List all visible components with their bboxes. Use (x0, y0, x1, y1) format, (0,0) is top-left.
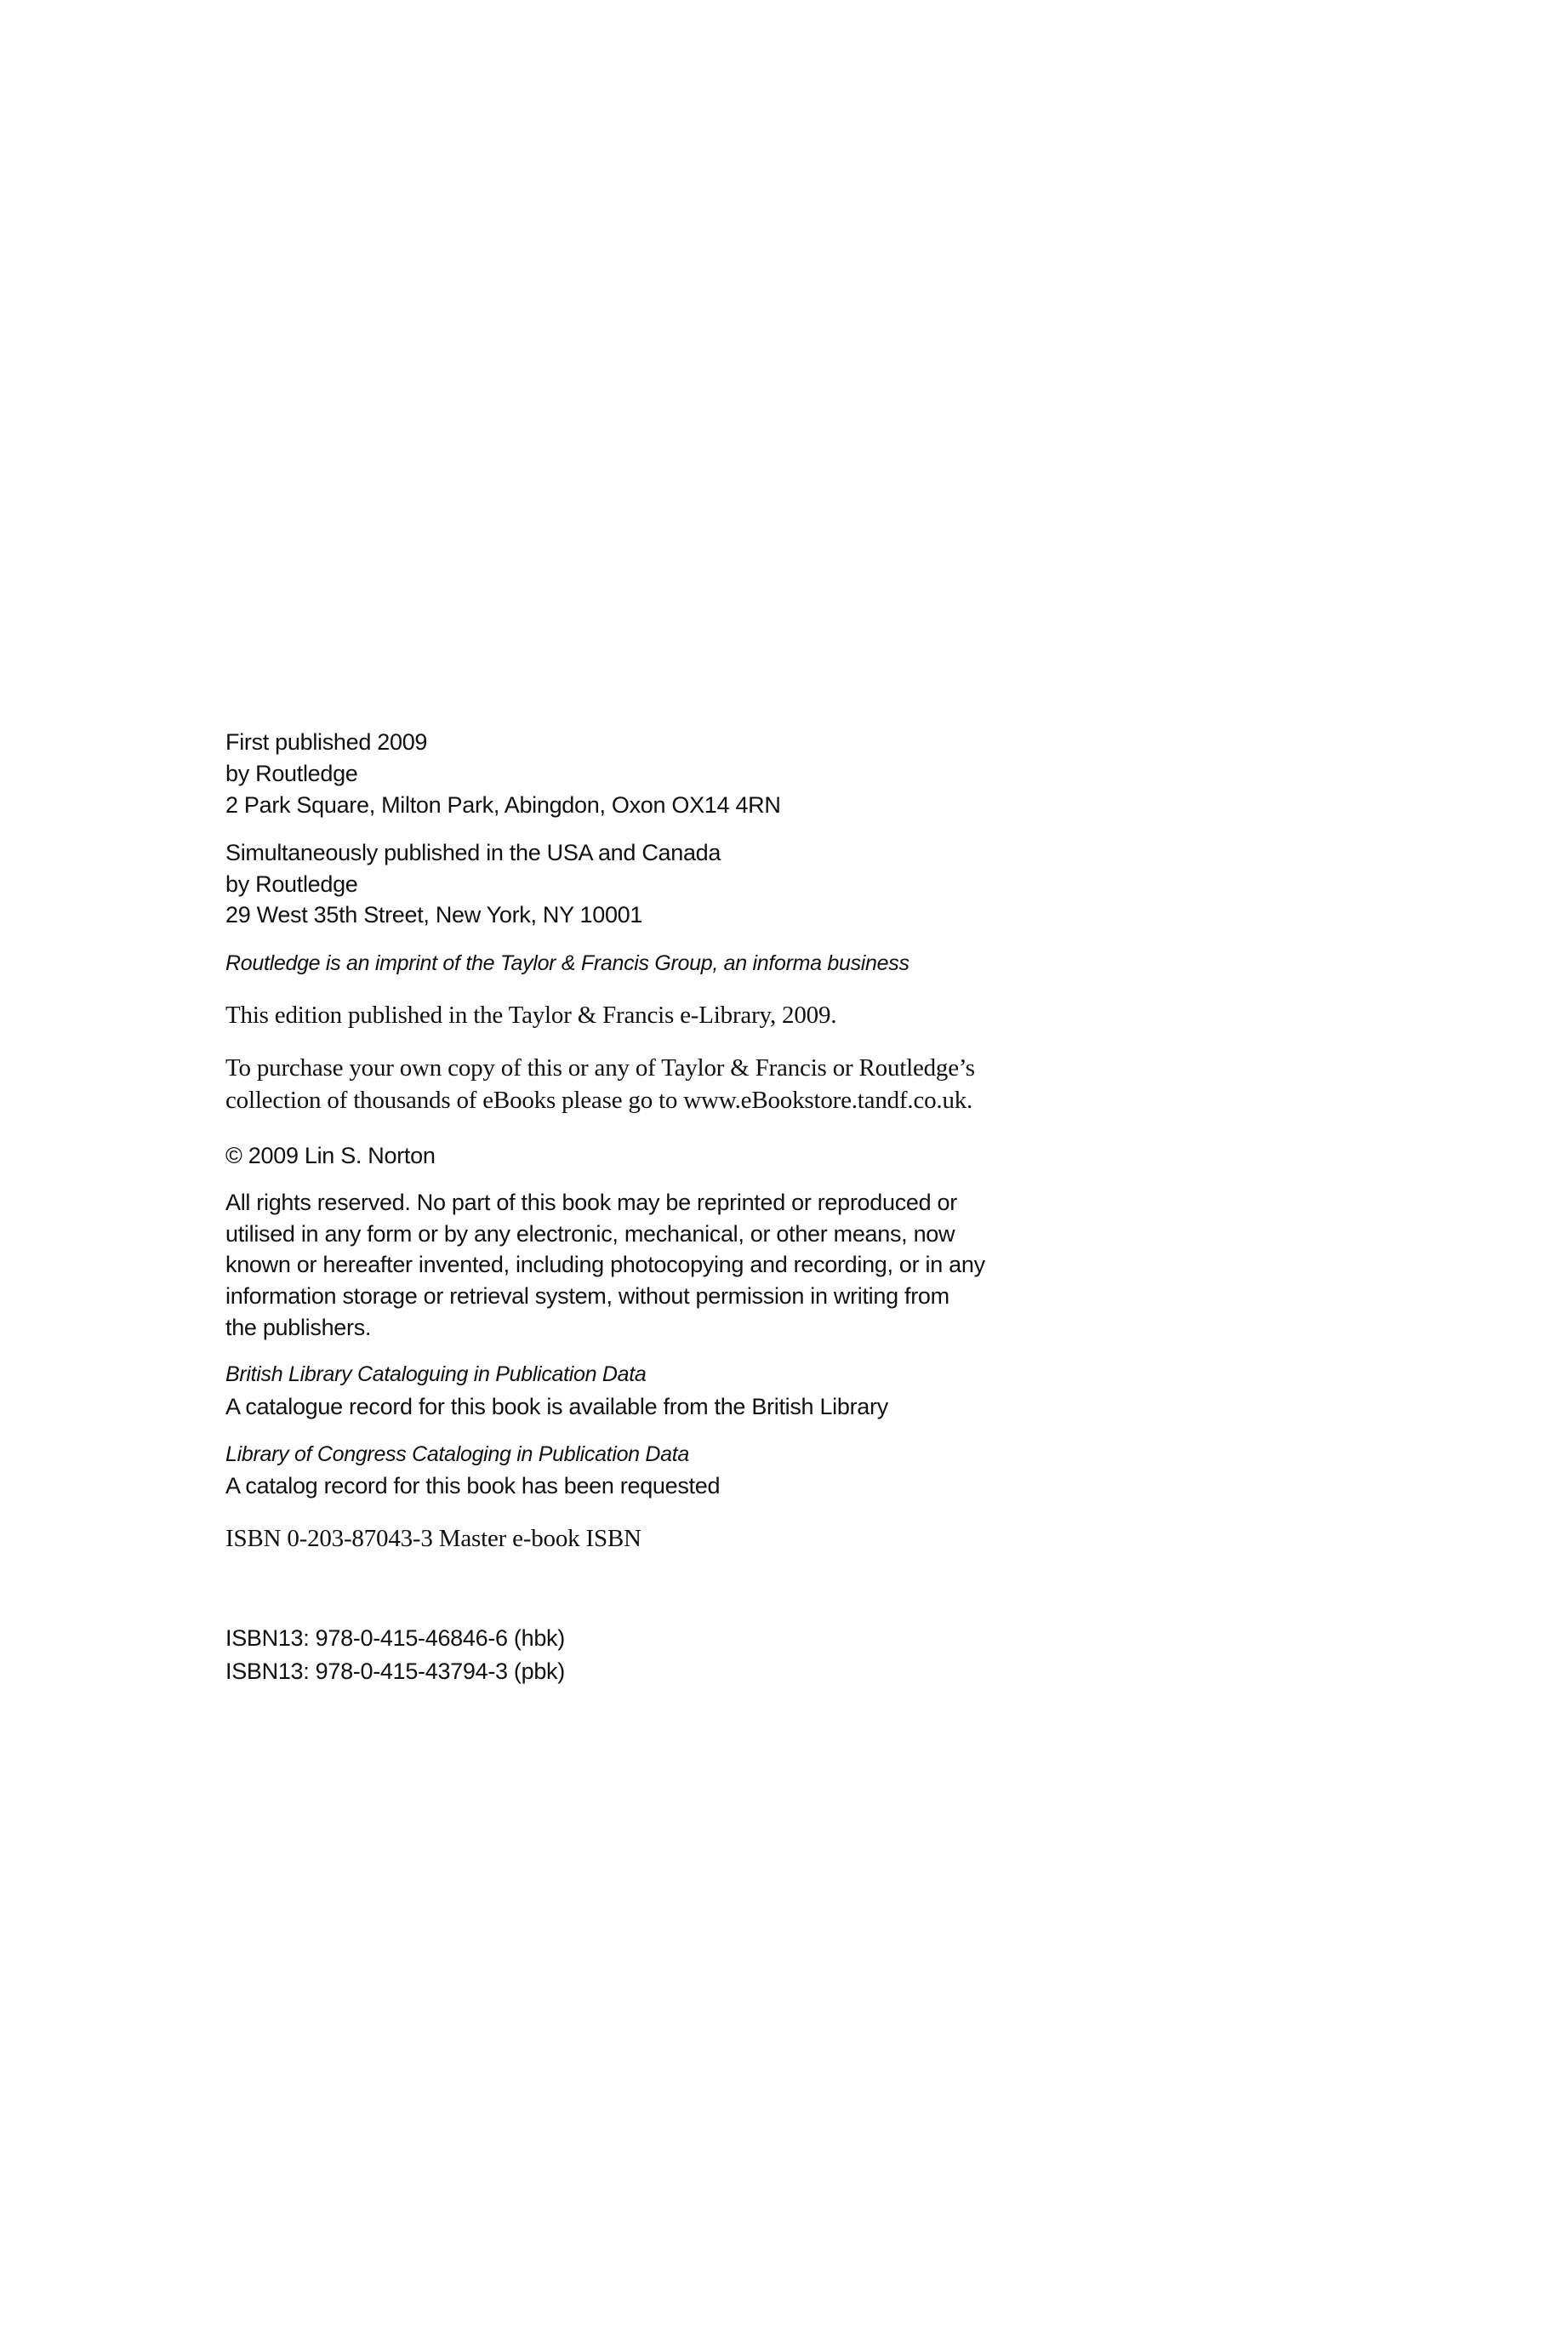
purchase-note-line: collection of thousands of eBooks please go to www.eBookstore.tandf.co.uk. (225, 1087, 973, 1114)
british-library-text: A catalogue record for this book is available from the British Library (225, 1394, 888, 1419)
copyright-notice: © 2009 Lin S. Norton (225, 1143, 436, 1168)
isbn13-pbk: ISBN13: 978-0-415-43794-3 (pbk) (225, 1658, 565, 1684)
imprint-note: Routledge is an imprint of the Taylor & Francis Group, an informa business (225, 951, 909, 975)
rights-line: All rights reserved. No part of this book may be reprinted or reproduced or (225, 1190, 957, 1215)
isbn13-hbk: ISBN13: 978-0-415-46846-6 (hbk) (225, 1625, 565, 1651)
ebook-edition-note: This edition published in the Taylor & Francis e-Library, 2009. (225, 1002, 837, 1029)
rights-line: known or hereafter invented, including photocopying and recording, or in any (225, 1252, 985, 1277)
first-published: First published 2009 (225, 729, 428, 755)
rights-line: the publishers. (225, 1315, 372, 1340)
simultaneous-publication: Simultaneously published in the USA and Canada (225, 840, 721, 865)
rights-line: information storage or retrieval system, without permission in writing from (225, 1283, 949, 1309)
loc-text: A catalog record for this book has been requested (225, 1473, 721, 1499)
address-us: 29 West 35th Street, New York, NY 10001 (225, 902, 643, 928)
british-library-heading: British Library Cataloguing in Publication Data (225, 1362, 647, 1386)
publisher-us: by Routledge (225, 871, 358, 897)
loc-heading: Library of Congress Cataloging in Publication Data (225, 1442, 690, 1466)
address-uk: 2 Park Square, Milton Park, Abingdon, Oxon OX14 4RN (225, 792, 781, 818)
rights-line: utilised in any form or by any electronic, mechanical, or other means, now (225, 1221, 955, 1247)
isbn-master: ISBN 0-203-87043-3 Master e-book ISBN (225, 1525, 641, 1552)
publisher-uk: by Routledge (225, 761, 358, 786)
purchase-note-line: To purchase your own copy of this or any of Taylor & Francis or Routledge’s (225, 1054, 975, 1082)
